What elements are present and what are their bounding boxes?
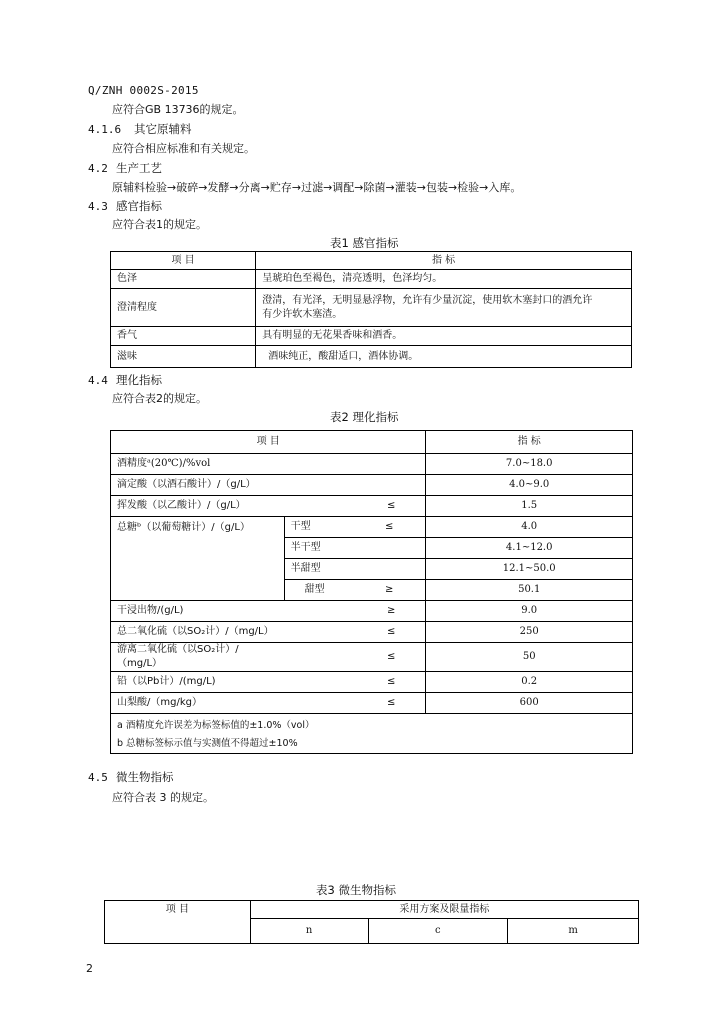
- table2-sugar-label: 总糖ᵇ（以葡萄糖计）/（g/L）: [111, 517, 285, 601]
- table1-value: 具有明显的无花果香味和酒香。: [256, 327, 632, 346]
- section-title: 其它原辅料: [134, 122, 192, 136]
- table2-header-value: 指 标: [426, 431, 633, 454]
- section-title: 微生物指标: [116, 770, 174, 784]
- table2-operator: ≤: [284, 672, 426, 693]
- table1-value: 呈琥珀色至褐色，清亮透明，色泽均匀。: [256, 270, 632, 289]
- table1: [110, 251, 632, 368]
- table2: [110, 430, 633, 754]
- table-row: [111, 270, 632, 289]
- table2-operator: ≤: [284, 693, 426, 714]
- table2-value: 50: [426, 643, 633, 672]
- table2-item: 铅（以Pb计）/(mg/L): [111, 672, 285, 693]
- table2-value: 1.5: [426, 496, 633, 517]
- table2-notes-row: [111, 714, 633, 754]
- table2-item: 游离二氧化硫（以SO₂计）/（mg/L）: [111, 643, 285, 672]
- table2-operator: ≤: [284, 496, 426, 517]
- table2-item: 总二氧化硫（以SO₂计）/（mg/L）: [111, 622, 285, 643]
- table-row: [111, 289, 632, 327]
- table3-header-plan: 采用方案及限量指标: [250, 901, 638, 919]
- table2-subitem: 半甜型: [284, 559, 426, 580]
- table3-subheader-c: c: [368, 919, 508, 944]
- table2-item: 滴定酸（以酒石酸计）/（g/L）: [111, 475, 426, 496]
- section-number: 4.1.6: [88, 123, 122, 136]
- section-4-4-heading: [88, 372, 162, 388]
- table2-value: 9.0: [426, 601, 633, 622]
- table-row: [111, 601, 633, 622]
- table1-header-item: 项 目: [111, 252, 256, 270]
- intro-line: 应符合GB 13736的规定。: [112, 103, 244, 116]
- section-number: 4.3: [88, 200, 108, 213]
- table2-value: 0.2: [426, 672, 633, 693]
- table1-value: [256, 289, 632, 327]
- table2-value: 4.0: [426, 517, 633, 538]
- section-title: 理化指标: [116, 373, 162, 387]
- table2-value: 12.1~50.0: [426, 559, 633, 580]
- section-4-5-heading: [88, 769, 174, 785]
- table1-item: 滋味: [111, 346, 256, 368]
- table-row: [111, 672, 633, 693]
- table-row: [111, 517, 633, 538]
- table1-value-line1: 澄清，有光泽，无明显悬浮物，允许有少量沉淀，使用软木塞封口的酒允许: [262, 294, 593, 306]
- table2-value: 7.0~18.0: [426, 454, 633, 475]
- table2-subitem: [284, 517, 426, 538]
- table2-operator: ≤: [385, 521, 394, 532]
- section-4-3-text: 应符合表1的规定。: [112, 218, 207, 231]
- table2-item: 酒精度ᵃ(20℃)/%vol: [111, 454, 426, 475]
- table2-value: 250: [426, 622, 633, 643]
- table2-operator: ≥: [284, 601, 426, 622]
- section-4-3-heading: [88, 198, 162, 214]
- section-number: 4.2: [88, 162, 108, 175]
- table2-subitem: [284, 580, 426, 601]
- table2-subitem: 半干型: [284, 538, 426, 559]
- table3-header-item: 项 目: [105, 901, 251, 944]
- table2-value: 4.0~9.0: [426, 475, 633, 496]
- table3: [104, 900, 639, 944]
- section-4-2-text: 原辅料检验→破碎→发酵→分离→贮存→过滤→调配→除菌→灌装→包装→检验→入库。: [112, 181, 522, 194]
- table1-value-line2: 有少许软木塞渣。: [262, 308, 343, 320]
- table2-header-item: 项 目: [111, 431, 426, 454]
- table1-item: 色泽: [111, 270, 256, 289]
- table2-subitem-label: 甜型: [304, 584, 325, 595]
- table-row: [111, 327, 632, 346]
- table2-operator: ≥: [385, 584, 394, 595]
- table2-caption: 表2 理化指标: [330, 410, 399, 424]
- table2-item: 干浸出物/(g/L): [111, 601, 285, 622]
- table2-note-b: b 总糖标签标示值与实测值不得超过±10%: [117, 738, 298, 749]
- table1-item: 澄清程度: [111, 289, 256, 327]
- table-row: [111, 346, 632, 368]
- table-row: [111, 496, 633, 517]
- table2-value: 50.1: [426, 580, 633, 601]
- table-row: [111, 475, 633, 496]
- section-title: 生产工艺: [116, 161, 162, 175]
- section-title: 感官指标: [116, 199, 162, 213]
- standard-code: Q/ZNH 0002S-2015: [88, 84, 199, 97]
- table-row: [111, 693, 633, 714]
- section-4-5-text: 应符合表 3 的规定。: [112, 791, 214, 804]
- table2-value: 600: [426, 693, 633, 714]
- table1-caption: 表1 感官指标: [330, 236, 399, 250]
- table2-note-a: a 酒精度允许误差为标签标值的±1.0%（vol）: [117, 720, 315, 731]
- table3-caption: 表3 微生物指标: [316, 883, 396, 897]
- table2-item: 山梨酸/（mg/kg）: [111, 693, 285, 714]
- section-number: 4.4: [88, 374, 108, 387]
- table3-subheader-m: m: [508, 919, 639, 944]
- table2-value: 4.1~12.0: [426, 538, 633, 559]
- section-4-1-6-text: 应符合相应标准和有关规定。: [112, 142, 255, 155]
- section-4-4-text: 应符合表2的规定。: [112, 392, 207, 405]
- page-number: 2: [86, 962, 93, 975]
- table-row: [111, 643, 633, 672]
- section-4-2-heading: [88, 160, 162, 176]
- table-row: [111, 454, 633, 475]
- table2-subitem-label: 干型: [290, 521, 311, 532]
- section-number: 4.5: [88, 771, 108, 784]
- table2-operator: ≤: [284, 622, 426, 643]
- table2-item: 挥发酸（以乙酸计）/（g/L）: [111, 496, 285, 517]
- table1-item: 香气: [111, 327, 256, 346]
- table1-header-value: 指 标: [256, 252, 632, 270]
- table3-subheader-n: n: [250, 919, 368, 944]
- table-row: [111, 622, 633, 643]
- table1-value: 酒味纯正，酸甜适口，酒体协调。: [256, 346, 632, 368]
- section-4-1-6-heading: [88, 121, 192, 137]
- table2-operator: ≤: [284, 643, 426, 672]
